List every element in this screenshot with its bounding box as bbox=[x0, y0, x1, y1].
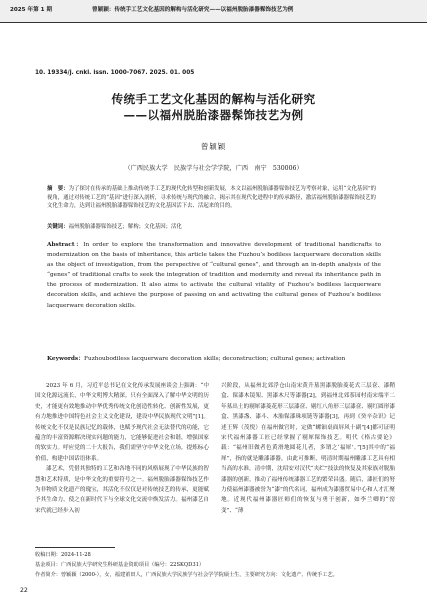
doi: 10. 19334/j. cnki. issn. 1000-7067. 2025. 01. 005 bbox=[35, 70, 195, 76]
keywords-cn-text: 福州脱胎漆器髹饰技艺；解构；文化基因；活化 bbox=[68, 224, 182, 230]
author-name: 曾颖颖 bbox=[200, 142, 227, 151]
keywords-en-label: Keywords： bbox=[47, 356, 84, 362]
header-rule bbox=[0, 22, 427, 23]
body-paragraph: 漆艺术，凭借其独特的工艺和各地不同的风格展现了中华民族的智慧和艺术特质，是中华文化的重要符号之一。福州脱胎漆器髹饰技艺作为非物质文化遗产的瑰宝，其活化不仅仅是对传统技艺的传承，更能赋予其生命力，使之在新时代下与全球文化交流中焕发活力。福州漆艺自宋代就已经步入初 bbox=[35, 466, 209, 514]
abstract-cn bbox=[47, 185, 381, 211]
abstract-en-text: In order to explore the transformation and innovative development of traditional handicrafts to modernization on the basis of inheritance, this article takes the Fuzhou’s bodiless lacquerware decoration skills as the object of investigation, from the perspective of “cultural genes”, and through an in-depth analysis of the “genes” of traditional crafts to seek the integration of tradition and modernity and reveal its inheritance path in the process of modernization. It also aims to activate the cultural vitality of Fuzhou’s bodiless lacquerware decoration skills, and achieve the purpose of passing on and activating the cultural genes of Fuzhou’s bodiless lacquerware decoration skills. bbox=[47, 242, 381, 309]
footnote-author-bio: 作者简介：曾颖颖（2000-），女，福建莆田人，广西民族大学民族学与社会学学院硕士生，主要研究方向：文化遗产、传统手工艺。 bbox=[35, 572, 338, 578]
body-paragraph: 兴阶段，从福州北郊浮仓山南宋黄升墓黑漆脱胎菱花式三层奁、漆鞘盒、髹漆木镜架、黑漆木尺等漆器[2]，到福州北郊茶园村南宋端平二年墓出土的剔犀漆菱花形三层漆奁、剔红八角形三层漆奁、剔红圆形漆盒、黑漆盏、漆斗、木胎髹漆珠项链等漆器[3]，再到《癸辛杂识》记述王辉（茂悦）在福州做官时，定做“螺钿桌面屏风十副”[4]都可证明宋代福州漆器工匠已经掌握了剔犀髹饰技艺。明代《格古要论》载：“福州旧做者色黄滑地圆花儿者，多谓之‘福犀’。”[5]其中的“福犀”，指的就是雕漆漆器，由此可推断，明清时期福州雕漆工艺具有相当高的水准。清中期，沈绍安对汉代“夹纻”技法的恢复及其家族对脱胎漆器的创新，推动了福州传统漆器工艺的繁荣昌盛。随后，漆匠们的努力使福州漆器被誉为“漆”的代名词，福州成为漆器贸易中心和人才汇聚地。近现代福州漆器匠师们的恢复与勇于创新，如李兰卿的“窑变”、“薄 bbox=[221, 383, 395, 514]
footnote-fund: 基金项目：广西民族大学研究生科研基金资助项目（编号：22SKQD31） bbox=[35, 562, 205, 568]
page-number: 22 bbox=[20, 587, 28, 594]
body-left-column bbox=[35, 381, 209, 516]
running-title: 曾颖颖：传统手工艺文化基因的解构与活化研究——以福州脱胎漆器髹饰技艺为例 bbox=[92, 7, 294, 13]
abstract-en-label: Abstract： bbox=[47, 242, 84, 248]
footnote-received: 收稿日期：2024-11-28 bbox=[35, 552, 91, 558]
journal-issue: 2025 年第 1 期 bbox=[10, 7, 53, 13]
keywords-en bbox=[47, 353, 381, 362]
keywords-cn bbox=[47, 222, 381, 230]
page-header bbox=[0, 0, 427, 22]
paper-subtitle: ——以福州脱胎漆器髹饰技艺为例 bbox=[123, 108, 304, 122]
abstract-cn-text: 为了探讨在传承的基础上推动传统手工艺的现代化转型和创新发展，本文以福州脱胎漆器髹饰技艺为考察对象，运用“文化基因”的视角，通过对传统工艺的“基因”进行深入剖析，寻求传统与现代的融合，揭示其在现代化进程中的传承路径，激活福州脱胎漆器髹饰技艺的文化生命力，达到让福州脱胎漆器髹饰技艺的文化基因活下去、活起来的目的。 bbox=[47, 186, 376, 210]
body-paragraph: 2023 年 6 月，习近平总书记在文化传承发展座谈会上强调：“中国文化源远流长，中华文明博大精深。只有全面深入了解中华文明的历史，才能更有效地推动中华优秀传统文化创造性转化、创新性发展，更有力地推进中国特色社会主义文化建设，建设中华民族现代文明”[1]。传统文化不仅是民族记忆的载体，也赋予现代社会无法替代的功能，它蕴含的丰富资源解决现实问题的能力，它能够促进社会和谐，增强国家的软实力。呼应党的二十大报告，我们需坚守中华文化立场，提炼标心价值，构建中国话语体系。 bbox=[35, 383, 209, 462]
body-right-column bbox=[221, 381, 395, 516]
affiliation: （广西民族大学 民族学与社会学学院，广西 南宁 530006） bbox=[124, 165, 303, 172]
abstract-en bbox=[47, 240, 381, 311]
footnote-rule bbox=[35, 547, 115, 548]
abstract-cn-label: 摘 要： bbox=[47, 186, 69, 192]
keywords-cn-label: 关键词： bbox=[47, 224, 69, 230]
keywords-en-text: Fuzhoubodiless lacquerware decoration skills; deconstruction; cultural genes; activation bbox=[84, 356, 346, 362]
paper-title: 传统手工艺文化基因的解构与活化研究 bbox=[111, 92, 316, 106]
